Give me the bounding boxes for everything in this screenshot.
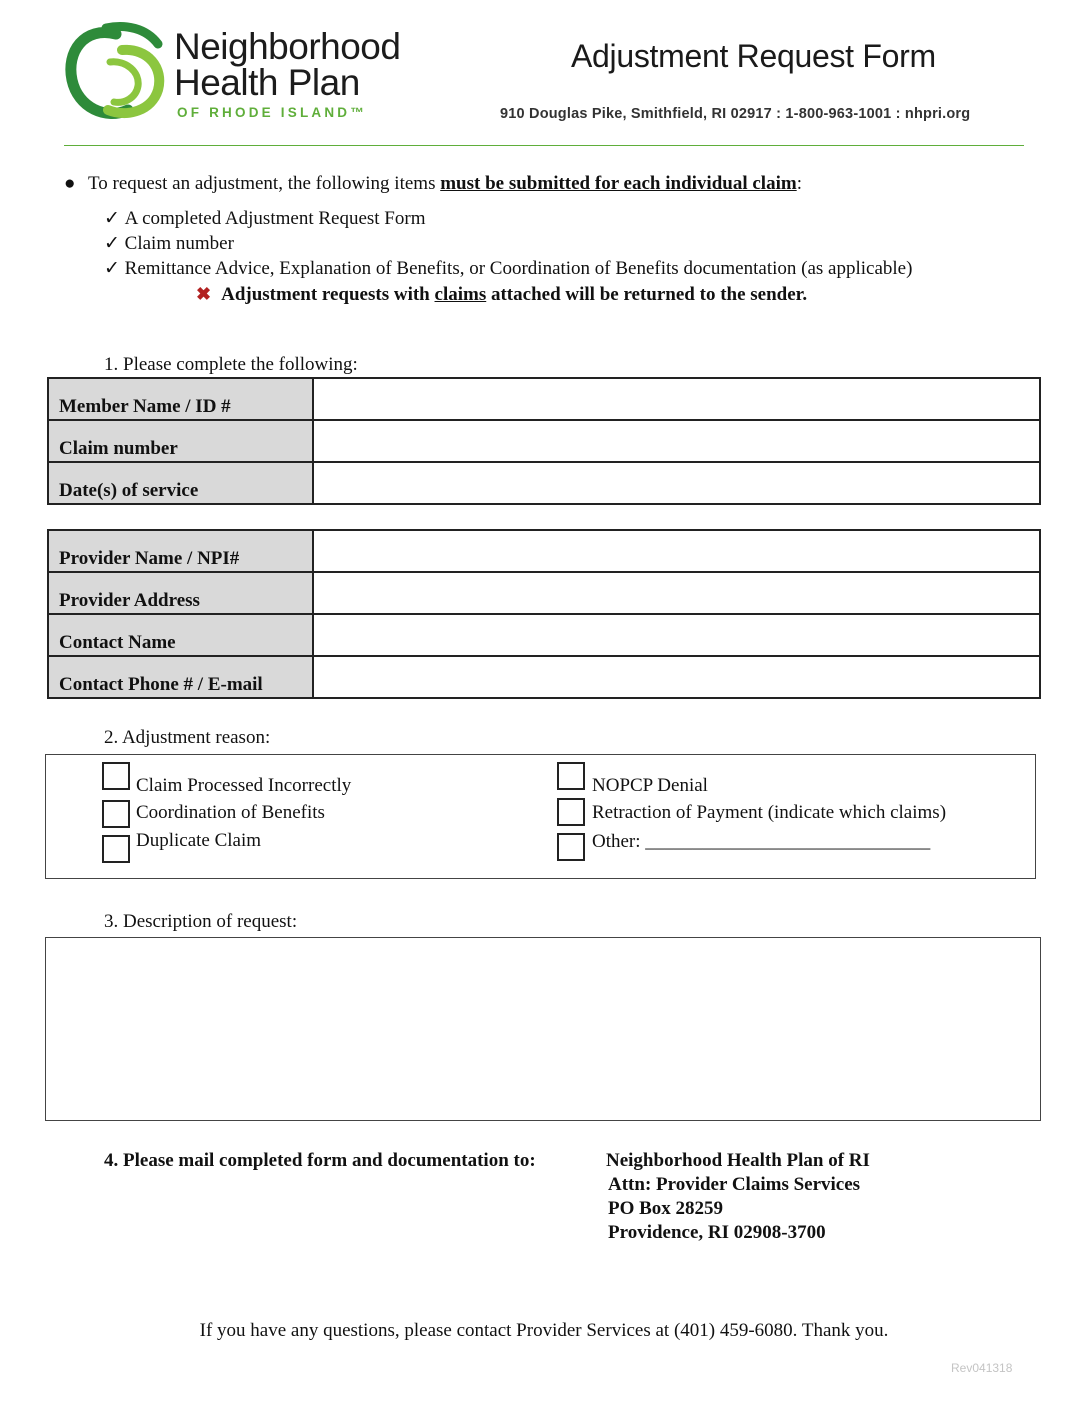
requirements-intro-suffix: : <box>796 173 802 194</box>
nhpri-logo-icon <box>62 22 170 122</box>
member-name-label: Member Name / ID # <box>48 378 313 420</box>
section-1-label: 1. Please complete the following: <box>104 354 358 375</box>
contact-phone-email-label: Contact Phone # / E-mail <box>48 656 313 698</box>
nopcp-denial-checkbox[interactable] <box>557 762 585 790</box>
provider-address-field[interactable] <box>313 572 1040 614</box>
table-row <box>48 420 1040 462</box>
requirement-item-text: Remittance Advice, Explanation of Benefits, or Coordination of Benefits documentation (as applicable) <box>124 258 913 279</box>
checkmark-icon: ✓ <box>104 233 120 254</box>
coordination-of-benefits-checkbox[interactable] <box>102 800 130 828</box>
table-row <box>48 614 1040 656</box>
footer-contact-text: If you have any questions, please contact Provider Services at (401) 459-6080. Thank you. <box>199 1320 889 1341</box>
requirement-item <box>104 208 425 230</box>
table-row <box>48 378 1040 420</box>
duplicate-claim-label: Duplicate Claim <box>136 830 262 851</box>
provider-name-label: Provider Name / NPI# <box>48 530 313 572</box>
requirement-item-text: A completed Adjustment Request Form <box>124 208 426 229</box>
member-info-table <box>47 377 1041 505</box>
other-reason-label[interactable]: Other: ______________________________ <box>592 831 931 852</box>
coordination-of-benefits-label: Coordination of Benefits <box>136 802 325 823</box>
provider-address-label: Provider Address <box>48 572 313 614</box>
header-divider <box>64 145 1024 146</box>
requirements-intro-prefix: To request an adjustment, the following items <box>88 173 441 194</box>
requirement-item-text: Claim number <box>124 233 234 254</box>
bullet-icon: ● <box>64 173 76 194</box>
warning-emphasis: claims <box>434 284 487 305</box>
claim-processed-incorrectly-label: Claim Processed Incorrectly <box>136 775 352 796</box>
mailing-address-line: Attn: Provider Claims Services <box>608 1174 861 1195</box>
mailing-address-line: Neighborhood Health Plan of RI <box>606 1150 870 1171</box>
logo-brand-line1: Neighborhood <box>174 26 401 67</box>
mailing-address-line: Providence, RI 02908-3700 <box>608 1222 826 1243</box>
contact-phone-email-field[interactable] <box>313 656 1040 698</box>
requirements-intro-emphasis: must be submitted for each individual claim <box>440 173 797 194</box>
mailing-instructions-label: 4. Please mail completed form and documentation to: <box>104 1150 536 1171</box>
provider-name-field[interactable] <box>313 530 1040 572</box>
attachment-warning <box>196 283 807 306</box>
table-row <box>48 572 1040 614</box>
claim-number-label: Claim number <box>48 420 313 462</box>
x-mark-icon: ✖ <box>196 284 212 304</box>
contact-name-field[interactable] <box>313 614 1040 656</box>
checkmark-icon: ✓ <box>104 258 120 279</box>
table-row <box>48 656 1040 698</box>
requirement-item <box>104 233 234 255</box>
section-3-label: 3. Description of request: <box>104 911 298 932</box>
other-reason-checkbox[interactable] <box>557 833 585 861</box>
nopcp-denial-label: NOPCP Denial <box>592 775 708 796</box>
header-contact-info: 910 Douglas Pike, Smithfield, RI 02917 : 1-800-963-1001 : nhpri.org <box>500 106 971 122</box>
section-2-label: 2. Adjustment reason: <box>104 727 271 748</box>
mailing-address-line: PO Box 28259 <box>608 1198 724 1219</box>
logo-brand-subtitle: OF RHODE ISLAND™ <box>177 105 367 120</box>
revision-number: Rev041318 <box>951 1361 1013 1375</box>
warning-prefix: Adjustment requests with <box>221 284 435 305</box>
table-row <box>48 462 1040 504</box>
dates-of-service-label: Date(s) of service <box>48 462 313 504</box>
claim-number-field[interactable] <box>313 420 1040 462</box>
checkmark-icon: ✓ <box>104 208 120 229</box>
provider-info-table <box>47 529 1041 699</box>
adjustment-reason-box <box>45 754 1036 879</box>
member-name-field[interactable] <box>313 378 1040 420</box>
requirement-item <box>104 258 912 280</box>
description-textarea[interactable] <box>45 937 1041 1121</box>
table-row <box>48 530 1040 572</box>
requirements-intro <box>64 173 802 195</box>
logo-brand-line2: Health Plan <box>174 62 360 103</box>
dates-of-service-field[interactable] <box>313 462 1040 504</box>
retraction-of-payment-label: Retraction of Payment (indicate which claims) <box>592 802 947 823</box>
retraction-of-payment-checkbox[interactable] <box>557 798 585 826</box>
duplicate-claim-checkbox[interactable] <box>102 835 130 863</box>
claim-processed-incorrectly-checkbox[interactable] <box>102 762 130 790</box>
form-title: Adjustment Request Form <box>571 38 936 74</box>
contact-name-label: Contact Name <box>48 614 313 656</box>
warning-suffix: attached will be returned to the sender. <box>486 284 808 305</box>
